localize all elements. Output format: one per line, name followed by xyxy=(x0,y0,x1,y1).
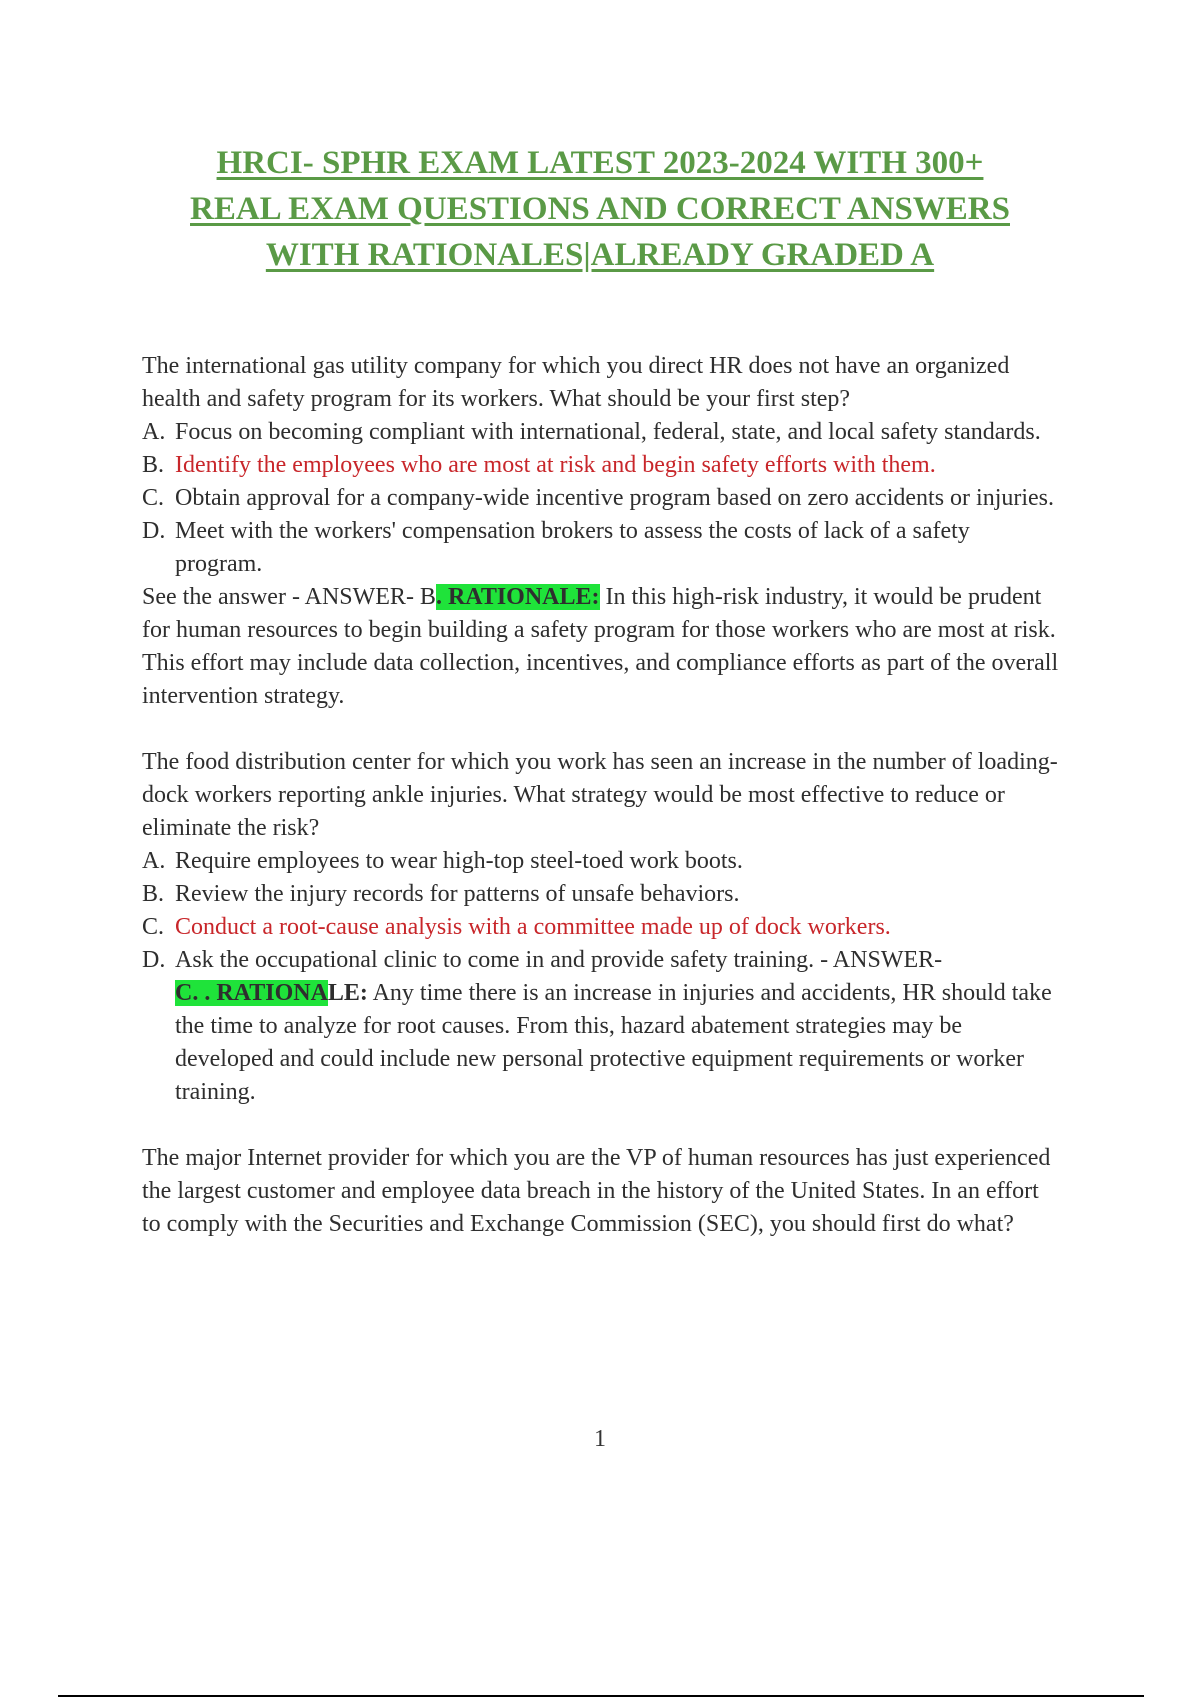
option-letter: A. xyxy=(142,419,166,445)
question-1-stem: The international gas utility company for which you direct HR does not have an organized health and safety program for its workers. What should be your first step? xyxy=(142,353,1010,412)
option-letter: C. xyxy=(142,914,165,940)
question-2-stem: The food distribution center for which you work has seen an increase in the number of loading-dock workers reporting ankle injuries. What strategy would be most effective to reduce or eliminate the risk? xyxy=(142,749,1058,841)
option-text: Identify the employees who are most at risk and begin safety efforts with them. xyxy=(175,452,936,478)
rationale-label-rest: LE: xyxy=(327,980,368,1006)
question-1-option-d xyxy=(142,515,1060,581)
option-text: Review the injury records for patterns of unsafe behaviors. xyxy=(175,881,740,907)
question-3 xyxy=(142,1142,1060,1241)
title-line-1: HRCI- SPHR EXAM LATEST 2023-2024 WITH 300+ xyxy=(216,145,984,181)
answer-prefix: See the answer - ANSWER- B xyxy=(142,584,436,610)
option-letter: C. xyxy=(142,485,165,511)
option-text: Focus on becoming compliant with international, federal, state, and local safety standards. xyxy=(175,419,1041,445)
option-text: Require employees to wear high-top steel-toed work boots. xyxy=(175,848,743,874)
question-2-option-d xyxy=(142,944,1060,977)
option-text: Meet with the workers' compensation brokers to assess the costs of lack of a safety program. xyxy=(175,518,970,577)
option-text: Conduct a root-cause analysis with a committee made up of dock workers. xyxy=(175,914,891,940)
rationale-highlight: C. . RATIONA xyxy=(175,980,328,1006)
question-2-option-a xyxy=(142,845,1060,878)
spacer xyxy=(142,1109,1060,1142)
rationale-text: Any time there is an increase in injuries and accidents, HR should take the time to analyze for root causes. From this, hazard abatement strategies may be developed and could include new personal protective equipment requirements or worker training. xyxy=(175,980,1052,1105)
rationale-highlight: . RATIONALE: xyxy=(435,584,600,610)
option-text: Ask the occupational clinic to come in and provide safety training. - ANSWER- xyxy=(175,947,943,973)
document-body xyxy=(142,350,1060,1241)
option-letter: A. xyxy=(142,848,166,874)
rationale-text: In this high-risk industry, it would be prudent for human resources to begin building a safety program for those workers who are most at risk. This effort may include data collection, incentives, and compliance efforts as part of the overall intervention strategy. xyxy=(142,584,1059,709)
document-title xyxy=(120,140,1080,278)
page-number: 1 xyxy=(594,1426,606,1452)
option-letter: D. xyxy=(142,947,166,973)
question-1 xyxy=(142,350,1060,713)
title-line-3: WITH RATIONALES|ALREADY GRADED A xyxy=(265,237,935,273)
question-2-option-b xyxy=(142,878,1060,911)
question-1-option-a xyxy=(142,416,1060,449)
question-2-option-c-correct xyxy=(142,911,1060,944)
option-letter: B. xyxy=(142,881,165,907)
question-1-answer xyxy=(142,581,1060,713)
question-1-option-b-correct xyxy=(142,449,1060,482)
option-text: Obtain approval for a company-wide incentive program based on zero accidents or injuries. xyxy=(175,485,1055,511)
spacer xyxy=(142,713,1060,746)
question-3-stem: The major Internet provider for which you are the VP of human resources has just experienced the largest customer and employee data breach in the history of the United States. In an effort to comply with the Securities and Exchange Commission (SEC), you should first do what? xyxy=(142,1145,1051,1237)
question-1-option-c xyxy=(142,482,1060,515)
title-line-2: REAL EXAM QUESTIONS AND CORRECT ANSWERS xyxy=(190,191,1010,227)
option-letter: B. xyxy=(142,452,165,478)
question-2 xyxy=(142,746,1060,1109)
option-letter: D. xyxy=(142,518,166,544)
question-2-answer xyxy=(142,977,1060,1109)
bottom-divider xyxy=(58,1695,1144,1697)
